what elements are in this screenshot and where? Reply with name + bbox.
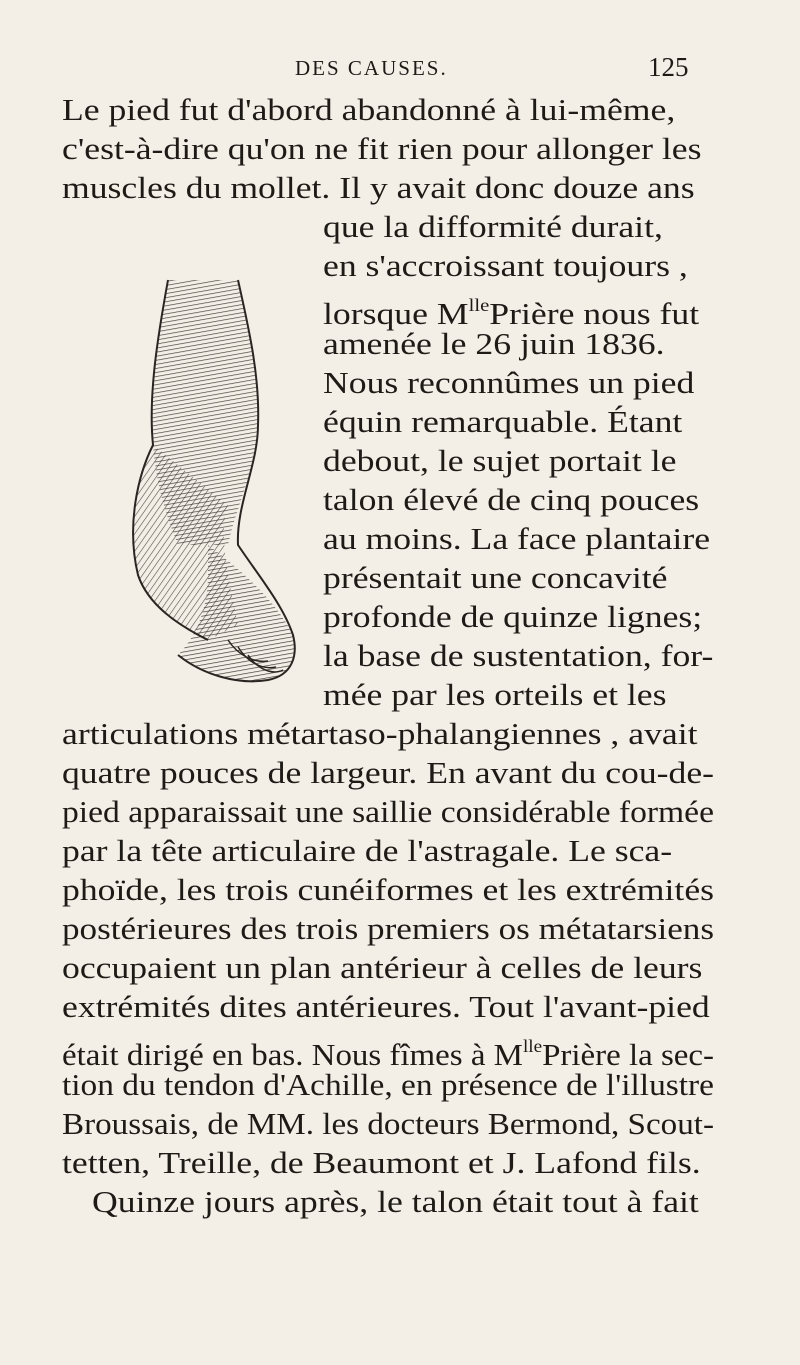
text-line-content: Nous reconnûmes un pied <box>323 365 695 400</box>
text-line <box>0 753 800 793</box>
text-line-content: pied apparaissait une saillie considérable formée <box>62 794 714 829</box>
text-line <box>0 792 800 832</box>
text-line <box>0 1104 800 1144</box>
text-line <box>0 1065 800 1105</box>
text-line-content: Quinze jours après, le talon était tout à fait <box>92 1184 699 1219</box>
text-line-content: que la difformité durait, <box>323 209 663 244</box>
text-line-content: postérieures des trois premiers os métatarsiens <box>62 911 714 946</box>
text-line-content: tetten, Treille, de Beaumont et J. Lafond fils. <box>62 1145 701 1180</box>
text-line-content: extrémités dites antérieures. Tout l'avant-pied <box>62 989 710 1024</box>
text-line-content: occupaient un plan antérieur à celles de leurs <box>62 950 703 985</box>
text-line-content: en s'accroissant toujours , <box>323 248 688 283</box>
text-line-content: phoïde, les trois cunéiformes et les extrémités <box>62 872 714 907</box>
text-segment: était dirigé en bas. Nous fîmes à M <box>62 1037 523 1072</box>
text-line <box>0 129 800 169</box>
text-line <box>0 519 800 559</box>
text-segment: Prière nous fut <box>489 296 700 331</box>
text-line <box>0 402 800 442</box>
running-title: DES CAUSES. <box>295 56 448 80</box>
superscript: lle <box>522 1036 543 1056</box>
text-line-content: debout, le sujet portait le <box>323 443 677 478</box>
text-line <box>0 870 800 910</box>
text-line <box>0 324 800 364</box>
text-line-content: profonde de quinze lignes; <box>323 599 703 634</box>
text-line-content: tion du tendon d'Achille, en présence de l'illustre <box>62 1067 714 1102</box>
running-header <box>0 52 800 86</box>
text-line <box>0 168 800 208</box>
text-line <box>0 948 800 988</box>
text-line-content: présentait une concavité <box>323 560 668 595</box>
text-line-content: Le pied fut d'abord abandonné à lui-même, <box>62 92 676 127</box>
text-line <box>0 597 800 637</box>
text-line <box>0 909 800 949</box>
text-line <box>0 1182 800 1222</box>
text-line-content: muscles du mollet. Il y avait donc douze ans <box>62 170 695 205</box>
text-line <box>0 636 800 676</box>
text-line-content: amenée le 26 juin 1836. <box>323 326 665 361</box>
text-line <box>0 675 800 715</box>
text-line <box>0 363 800 403</box>
text-line <box>0 207 800 247</box>
text-line-content: c'est-à-dire qu'on ne fit rien pour allonger les <box>62 131 702 166</box>
text-line <box>0 480 800 520</box>
text-line-content: quatre pouces de largeur. En avant du cou-de- <box>62 755 714 790</box>
text-line-content: Broussais, de MM. les docteurs Bermond, Scout- <box>62 1106 714 1141</box>
text-line <box>0 285 800 331</box>
text-segment: lorsque M <box>323 296 469 331</box>
text-line <box>0 831 800 871</box>
text-line <box>0 1143 800 1183</box>
text-line-content: articulations métartaso-phalangiennes , avait <box>62 716 698 751</box>
text-line <box>0 714 800 754</box>
text-line <box>0 1026 800 1072</box>
text-line-content: au moins. La face plantaire <box>323 521 711 556</box>
text-line-content: la base de sustentation, for- <box>323 638 714 673</box>
text-line <box>0 441 800 481</box>
text-line-content: mée par les orteils et les <box>323 677 667 712</box>
text-line <box>0 90 800 130</box>
text-line-content: par la tête articulaire de l'astragale. Le sca- <box>62 833 673 868</box>
page-number: 125 <box>648 52 689 82</box>
text-line <box>0 558 800 598</box>
text-line-content: talon élevé de cinq pouces <box>323 482 700 517</box>
text-line-content: équin remarquable. Étant <box>323 404 683 439</box>
superscript: lle <box>468 295 490 315</box>
text-segment: Prière la sec- <box>542 1037 714 1072</box>
text-line <box>0 987 800 1027</box>
text-line <box>0 246 800 286</box>
